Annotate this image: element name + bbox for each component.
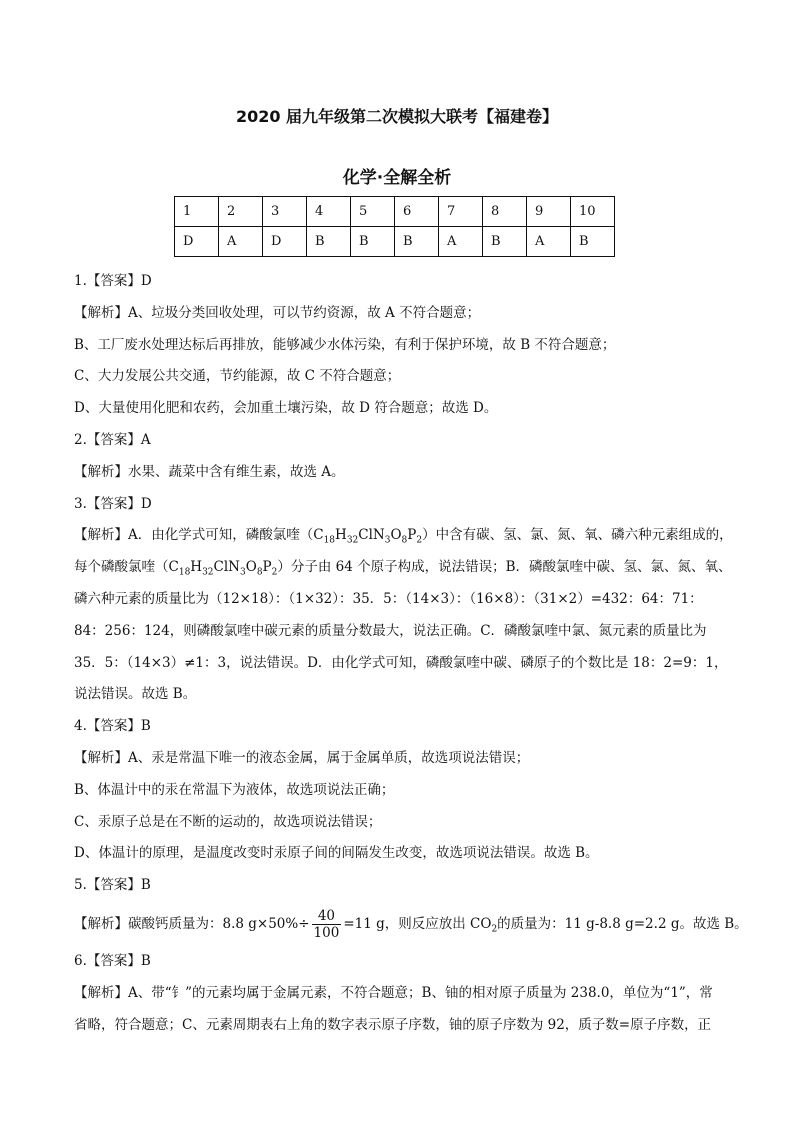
formula-part: H (335, 527, 347, 544)
q3-text: ）中含有碳、氢、氯、氮、氧、磷六种元素组成的， (422, 527, 733, 544)
formula-sub: 2 (416, 536, 423, 547)
q6-analysis-line: 【解析】A、带“钅”的元素均属于金属元素，不符合题意；B、铀的相对原子质量为 238.0，单位为“1”，常 (74, 984, 713, 1001)
table-cell-answer: B (351, 227, 395, 257)
q3-analysis-line (74, 520, 733, 552)
q6-answer: 6.【答案】B (74, 952, 151, 969)
table-cell-number: 5 (351, 197, 395, 227)
q1-analysis-line: D、大量使用化肥和农药，会加重土壤污染，故 D 符合题意；故选 D。 (74, 400, 498, 417)
q5-answer: 5.【答案】B (74, 877, 151, 894)
table-cell-answer: B (307, 227, 351, 257)
table-cell-answer: A (439, 227, 483, 257)
formula-part: ClN (358, 527, 385, 544)
q4-analysis-line: C、汞原子总是在不断的运动的，故选项说法错误； (74, 813, 382, 830)
table-cell-answer: D (175, 227, 219, 257)
table-cell-answer: A (219, 227, 263, 257)
table-cell-answer: D (263, 227, 307, 257)
q3-text: 每个磷酸氯喹（C (74, 559, 179, 576)
q3-analysis-line: 说法错误。故选 B。 (74, 686, 197, 703)
q3-text: 【解析】A．由化学式可知，磷酸氯喹（C (74, 527, 324, 544)
q3-analysis-line: 35．5：（14×3）≠1：3，说法错误。D．由化学式可知，磷酸氯喹中碳、磷原子的个数比是 18：2=9：1， (74, 654, 728, 671)
formula-part: P (262, 559, 272, 576)
table-cell-number: 9 (527, 197, 571, 227)
formula-sub: 2 (491, 924, 498, 935)
q3-analysis-line (74, 552, 732, 584)
q4-answer: 4.【答案】B (74, 718, 151, 735)
formula-sub: 18 (178, 567, 191, 578)
q3-answer: 3.【答案】D (74, 495, 152, 512)
table-cell-number: 7 (439, 197, 483, 227)
table-cell-number: 10 (571, 197, 615, 227)
answer-table (174, 196, 615, 257)
answer-table-answer-row (175, 227, 615, 257)
formula-sub: 32 (202, 567, 214, 578)
table-cell-number: 4 (307, 197, 351, 227)
table-cell-number: 6 (395, 197, 439, 227)
formula-part: O (245, 559, 257, 576)
fraction (312, 908, 342, 941)
q1-analysis-line: 【解析】A、垃圾分类回收处理，可以节约资源，故 A 不符合题意； (74, 304, 481, 321)
answer-table-number-row (175, 197, 615, 227)
table-cell-answer: B (395, 227, 439, 257)
fraction-denominator: 100 (313, 924, 340, 941)
q2-answer: 2.【答案】A (74, 431, 151, 448)
formula-sub: 3 (384, 536, 391, 547)
formula-part: ClN (213, 559, 240, 576)
q3-analysis-line: 磷六种元素的质量比为（12×18）：（1×32）：35．5：（14×3）：（16×8）：（31×2）=432：64：71： (74, 590, 703, 607)
formula-part: O (390, 527, 402, 544)
q1-analysis-line: C、大力发展公共交通，节约能源，故 C 不符合题意； (74, 368, 401, 385)
q1-answer: 1.【答案】D (74, 273, 152, 289)
fraction-numerator: 40 (312, 908, 342, 925)
q6-analysis-line: 省略，符合题意；C、元素周期表右上角的数字表示原子序数，铀的原子序数为 92，质子数=原子序数，正 (74, 1016, 712, 1033)
q4-analysis-line: D、体温计的原理，是温度改变时汞原子间的间隔发生改变，故选项说法错误。故选 B。 (74, 845, 599, 862)
table-cell-answer: A (527, 227, 571, 257)
formula-sub: 2 (271, 567, 278, 578)
table-cell-answer: B (483, 227, 527, 257)
table-cell-number: 2 (219, 197, 263, 227)
q5-analysis-line (74, 902, 748, 946)
formula-sub: 8 (256, 567, 263, 578)
q3-analysis-line: 84：256：124，则磷酸氯喹中碳元素的质量分数最大，说法正确。C．磷酸氯喹中氯、氮元素的质量比为 (74, 622, 707, 639)
formula-sub: 18 (323, 536, 336, 547)
formula-part: P (407, 527, 417, 544)
formula-sub: 3 (240, 567, 246, 578)
table-cell-answer: B (571, 227, 615, 257)
formula-sub: 8 (401, 536, 408, 547)
q3-text: ）分子由 64 个原子构成，说法错误；B．磷酸氯喹中碳、氢、氯、氮、氧、 (277, 559, 732, 576)
document-subtitle: 化学·全解全析 (342, 168, 452, 188)
q4-analysis-line: 【解析】A、汞是常温下唯一的液态金属，属于金属单质，故选项说法错误； (74, 749, 530, 766)
formula-sub: 32 (346, 536, 359, 547)
table-cell-number: 1 (175, 197, 219, 227)
q5-text: 【解析】碳酸钙质量为：8.8 g×50%÷ (74, 915, 310, 932)
formula-part: H (190, 559, 203, 576)
solution-body (74, 266, 748, 1041)
q5-text: =11 g，则反应放出 CO (343, 915, 492, 932)
q5-text: 的质量为：11 g-8.8 g=2.2 g。故选 B。 (497, 915, 748, 932)
table-cell-number: 3 (263, 197, 307, 227)
q4-analysis-line: B、体温计中的汞在常温下为液体，故选项说法正确； (74, 781, 395, 798)
table-cell-number: 8 (483, 197, 527, 227)
document-title: 2020 届九年级第二次模拟大联考【福建卷】 (235, 107, 559, 126)
q2-analysis-line: 【解析】水果、蔬菜中含有维生素，故选 A。 (74, 463, 345, 480)
q1-analysis-line: B、工厂废水处理达标后再排放，能够减少水体污染，有利于保护环境，故 B 不符合题意； (74, 336, 616, 353)
